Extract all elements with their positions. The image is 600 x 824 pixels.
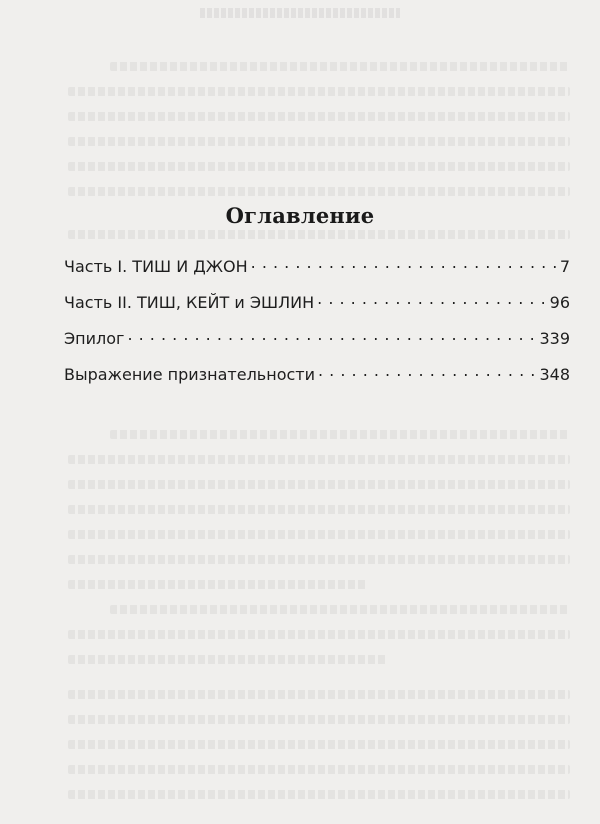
toc-leader-dots [318, 364, 536, 380]
toc-entry-page: 339 [539, 329, 570, 348]
toc-entry-label: Выражение признательности [64, 365, 315, 384]
toc-entry-part-2[interactable] [64, 292, 570, 328]
toc-title: Оглавление [225, 203, 375, 228]
toc-entry-page: 7 [559, 257, 570, 276]
toc-entry-label: Часть I. ТИШ И ДЖОН [64, 257, 248, 276]
table-of-contents [64, 256, 570, 400]
toc-entry-acknowledgements[interactable] [64, 364, 570, 400]
toc-entry-page: 348 [539, 365, 570, 384]
toc-entry-page: 96 [549, 293, 570, 312]
toc-entry-label: Эпилог [64, 329, 125, 348]
toc-entry-part-1[interactable] [64, 256, 570, 292]
ghost-running-header [200, 8, 400, 18]
toc-leader-dots [127, 328, 536, 344]
toc-leader-dots [251, 256, 557, 272]
toc-entry-epilogue[interactable] [64, 328, 570, 364]
toc-leader-dots [317, 292, 547, 308]
toc-entry-label: Часть II. ТИШ, КЕЙТ и ЭШЛИН [64, 293, 315, 312]
